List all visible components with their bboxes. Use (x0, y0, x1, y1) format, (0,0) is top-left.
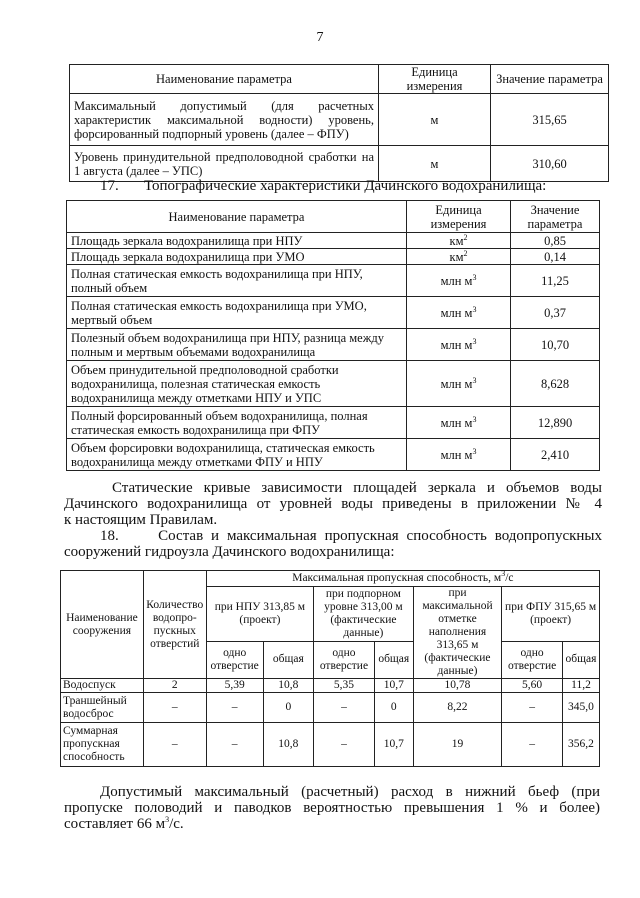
header-unit: Единица измерения (379, 65, 491, 94)
header-structure-name: Наименование сооружения (61, 571, 144, 679)
table-row (70, 146, 609, 182)
param-name: Полезный объем водохранилища при НПУ, разница между полным и мертвым объемами водохранилища (67, 329, 407, 361)
paragraph-text: Допустимый максимальный (расчетный) расход в нижний бьеф (при пропуске половодий и паводков вероятностью превышения 1 % и более) составляет 66 м (64, 784, 600, 832)
table-row (67, 233, 600, 249)
header-one-opening: одно отверстие (314, 641, 375, 678)
param-name: Площадь зеркала водохранилища при УМО (67, 249, 407, 265)
param-value: 315,65 (491, 94, 609, 146)
header-value: Значение параметра (491, 65, 609, 94)
npu-total: 10,8 (263, 723, 313, 767)
param-name: Объем форсировки водохранилища, статическая емкость водохранилища между отметками ФПУ и НПУ (67, 439, 407, 471)
param-value: 8,628 (511, 361, 600, 407)
param-value: 0,85 (511, 233, 600, 249)
npu-one: – (206, 693, 263, 723)
paragraph-max-discharge (64, 784, 600, 832)
table-row (61, 723, 600, 767)
param-value: 12,890 (511, 407, 600, 439)
u313-total: 0 (374, 693, 413, 723)
fpu-total: 345,0 (562, 693, 599, 723)
table-throughput (60, 570, 600, 767)
superscript: 3 (165, 815, 170, 824)
header-opening-count: Количество водопро-пускных отверстий (143, 571, 206, 679)
fpu-one: – (502, 723, 563, 767)
param-value: 2,410 (511, 439, 600, 471)
paragraph-line: Дачинского водохранилища от уровней воды приведены в приложении № 4 (64, 496, 602, 512)
param-unit: млн $м^3$ (407, 407, 511, 439)
param-name: Уровень принудительной предпoловодной сработки на 1 августа (далее – УПС) (70, 146, 379, 182)
table-header-row (61, 571, 600, 587)
param-value: 10,70 (511, 329, 600, 361)
section-title: Состав и максимальная пропускная способность водопропускных сооружений гидроузла Дачинского водохранилища: (64, 528, 603, 560)
npu-one: 5,39 (206, 679, 263, 693)
opening-count: – (143, 693, 206, 723)
u313-one: – (314, 723, 375, 767)
table-row (67, 361, 600, 407)
section-title: Топографические характеристики Дачинского водохранилища: (144, 178, 547, 194)
structure-name: Суммарная пропускная способность (61, 723, 144, 767)
header-value: Значение параметра (511, 201, 600, 233)
npu-one: – (206, 723, 263, 767)
param-unit: млн $м^3$ (407, 297, 511, 329)
u313-total: 10,7 (374, 679, 413, 693)
param-value: 310,60 (491, 146, 609, 182)
max-level: 10,78 (413, 679, 502, 693)
param-name: Полная статическая емкость водохранилища при УМО, мертвый объем (67, 297, 407, 329)
section-18-heading (64, 528, 602, 560)
max-level: 8,22 (413, 693, 502, 723)
header-one-opening: одно отверстие (502, 641, 563, 678)
table-header-row (70, 65, 609, 94)
param-value: 0,37 (511, 297, 600, 329)
u313-total: 10,7 (374, 723, 413, 767)
fpu-one: 5,60 (502, 679, 563, 693)
npu-total: 0 (263, 693, 313, 723)
fpu-one: – (502, 693, 563, 723)
opening-count: – (143, 723, 206, 767)
paragraph-line: Статические кривые зависимости площадей зеркала и объемов воды (112, 480, 602, 496)
param-value: 11,25 (511, 265, 600, 297)
structure-name: Траншейный водосброс (61, 693, 144, 723)
param-unit: млн $м^3$ (407, 329, 511, 361)
param-name: Максимальный допустимый (для расчетных характеристик максимальной водности) уровень, форсированный подпорный уровень (далее – ФПУ) (70, 94, 379, 146)
table-row (67, 329, 600, 361)
header-throughput-group: Максимальная пропускная способность, $м^3/с$ (206, 571, 599, 587)
table-row (67, 407, 600, 439)
npu-total: 10,8 (263, 679, 313, 693)
param-unit: млн $м^3$ (407, 439, 511, 471)
table-water-levels (69, 64, 609, 182)
table-row (61, 693, 600, 723)
section-number: 17. (100, 178, 119, 194)
header-total: общая (562, 641, 599, 678)
section-17-heading (100, 178, 546, 195)
paragraph-static-curves (64, 480, 602, 528)
table-topography (66, 200, 600, 471)
param-name: Полный форсированный объем водохранилища, полная статическая емкость водохранилища при ФПУ (67, 407, 407, 439)
table-row (67, 297, 600, 329)
header-total: общая (263, 641, 313, 678)
header-param-name: Наименование параметра (67, 201, 407, 233)
param-unit: м (379, 146, 491, 182)
table-header-row (67, 201, 600, 233)
table-row (61, 679, 600, 693)
page-number: 7 (316, 30, 324, 45)
param-name: Полная статическая емкость водохранилища при НПУ, полный объем (67, 265, 407, 297)
param-value: 0,14 (511, 249, 600, 265)
table-row (67, 249, 600, 265)
param-unit: м (379, 94, 491, 146)
header-param-name: Наименование параметра (70, 65, 379, 94)
header-npu: при НПУ 313,85 м (проект) (206, 587, 313, 642)
fpu-total: 11,2 (562, 679, 599, 693)
table-row (67, 439, 600, 471)
paragraph-line: к настоящим Правилам. (64, 512, 218, 528)
table-row (70, 94, 609, 146)
header-313: при подпорном уровне 313,00 м (фактические данные) (314, 587, 414, 642)
header-unit: Единица измерения (407, 201, 511, 233)
param-name: Объем принудительной предпoловодной сработки водохранилища, полезная статическая емкость водохранилища между отметками НПУ и УПС (67, 361, 407, 407)
max-level: 19 (413, 723, 502, 767)
header-fpu: при ФПУ 315,65 м (проект) (502, 587, 600, 642)
header-max-level: при максимальной отметке наполнения 313,65 м (фактические данные) (413, 587, 502, 679)
param-name: Площадь зеркала водохранилища при НПУ (67, 233, 407, 249)
opening-count: 2 (143, 679, 206, 693)
header-total: общая (374, 641, 413, 678)
paragraph-text-end: /с. (169, 816, 184, 832)
table-row (67, 265, 600, 297)
structure-name: Водоспуск (61, 679, 144, 693)
u313-one: 5,35 (314, 679, 375, 693)
u313-one: – (314, 693, 375, 723)
header-one-opening: одно отверстие (206, 641, 263, 678)
param-unit: млн $м^3$ (407, 265, 511, 297)
param-unit: млн $м^3$ (407, 361, 511, 407)
param-unit: $км^2$ (407, 249, 511, 265)
section-number: 18. (100, 528, 119, 544)
param-unit: $км^2$ (407, 233, 511, 249)
fpu-total: 356,2 (562, 723, 599, 767)
